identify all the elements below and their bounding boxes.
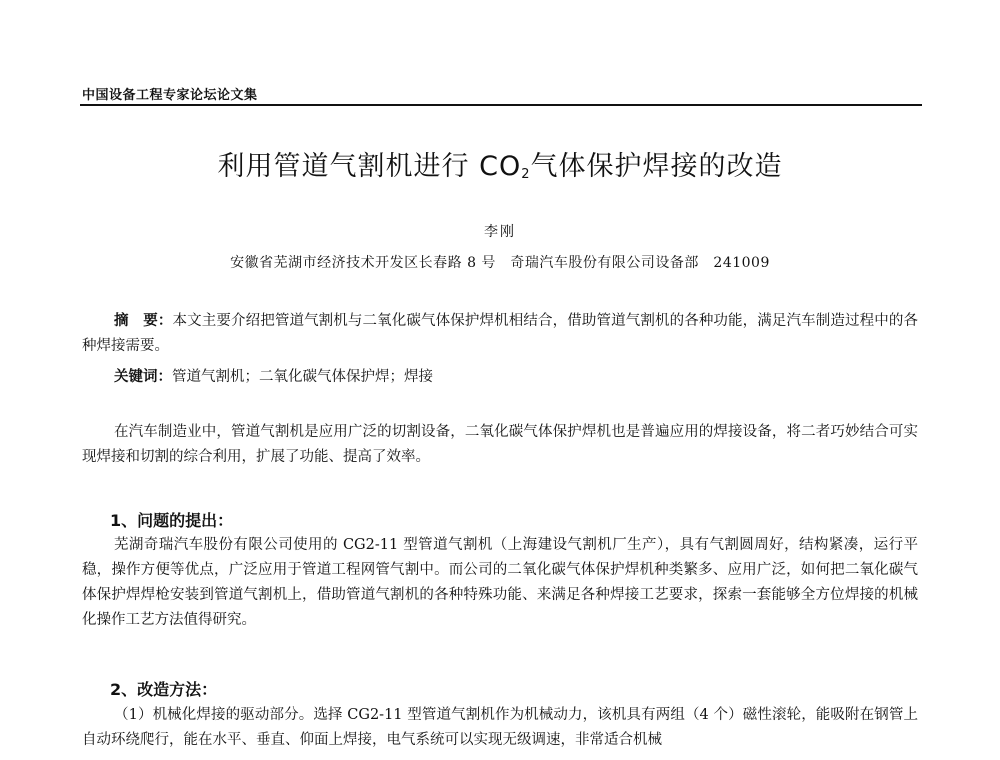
section-1-body: 芜湖奇瑞汽车股份有限公司使用的 CG2-11 型管道气割机（上海建设气割机厂生产），具有气割圆周好，结构紧凑，运行平稳，操作方便等优点，广泛应用于管道工程网管气割中。而公司的二氧化碳气体保护焊机种类繁多、应用广泛，如何把二氧化碳气体保护焊焊枪安装到管道气割机上，借助管道气割机的各种特殊功能、来满足各种焊接工艺要求，探索一套能够全方位焊接的机械化操作工艺方法值得研究。 — [82, 537, 918, 628]
keywords — [82, 364, 918, 390]
abstract — [82, 308, 918, 359]
header-rule — [80, 104, 922, 106]
paper-title — [0, 144, 1000, 183]
abstract-label: 摘 要： — [114, 312, 173, 329]
running-head: 中国设备工程专家论坛论文集 — [82, 88, 258, 103]
author-name: 李刚 — [484, 224, 516, 240]
keywords-label: 关键词： — [114, 368, 172, 385]
title-part-2: 气体保护焊接的改造 — [530, 151, 783, 182]
intro-paragraph: 在汽车制造业中，管道气割机是应用广泛的切割设备，二氧化碳气体保护焊机也是普遍应用的焊接设备，将二者巧妙结合可实现焊接和切割的综合利用，扩展了功能、提高了效率。 — [82, 424, 918, 465]
title-subscript: 2 — [521, 167, 531, 182]
keywords-text: 管道气割机；二氧化碳气体保护焊；焊接 — [172, 369, 433, 385]
section-1-heading: 1、问题的提出： — [110, 511, 234, 530]
author-affiliation: 安徽省芜湖市经济技术开发区长春路 8 号 奇瑞汽车股份有限公司设备部 241009 — [230, 255, 770, 271]
section-2-heading: 2、改造方法： — [110, 680, 218, 699]
abstract-text: 本文主要介绍把管道气割机与二氧化碳气体保护焊机相结合，借助管道气割机的各种功能，满足汽车制造过程中的各种焊接需要。 — [82, 313, 918, 354]
section-2-body: （1）机械化焊接的驱动部分。选择 CG2-11 型管道气割机作为机械动力，该机具有两组（4 个）磁性滚轮，能吸附在钢管上自动环绕爬行，能在水平、垂直、仰面上焊接，电气系统可以实现无级调速，非常适合机械 — [82, 707, 918, 748]
title-part-1: 利用管道气割机进行 CO — [217, 151, 522, 182]
